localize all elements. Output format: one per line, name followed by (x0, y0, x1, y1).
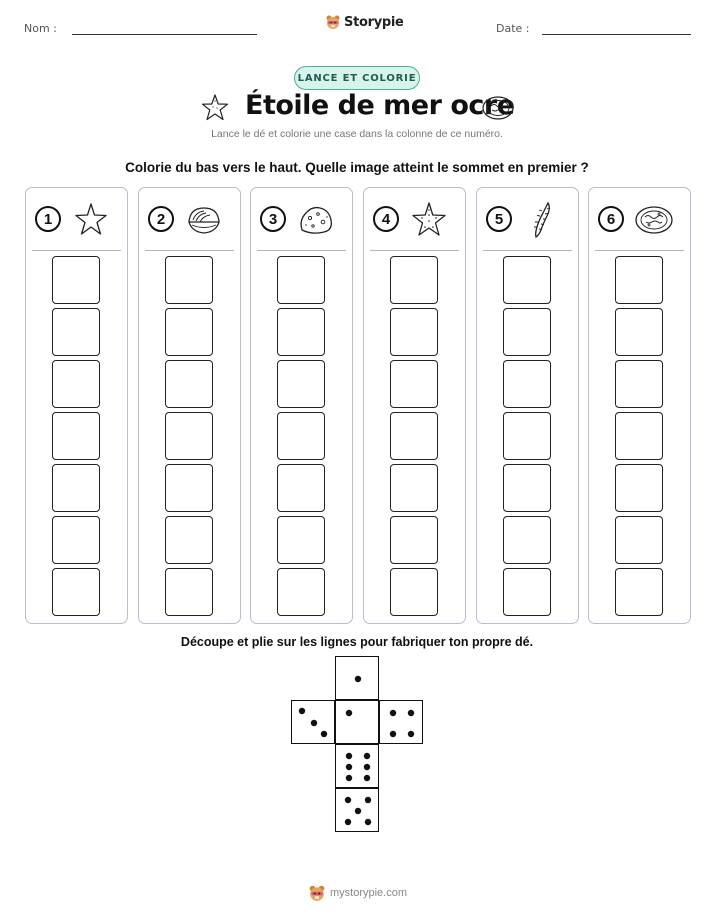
clam-shell-icon (184, 200, 224, 240)
color-cell[interactable] (277, 412, 325, 460)
color-cell[interactable] (165, 412, 213, 460)
page-title: Étoile de mer ocre (245, 90, 515, 121)
column-3 (250, 187, 353, 624)
brand-name: Storypie (344, 14, 404, 30)
color-cell[interactable] (277, 360, 325, 408)
column-number: 2 (148, 206, 174, 232)
die-face-4 (379, 700, 423, 744)
die-face-3 (291, 700, 335, 744)
color-cell[interactable] (277, 464, 325, 512)
column-1 (25, 187, 128, 624)
color-cell[interactable] (615, 256, 663, 304)
rock-icon (296, 200, 336, 240)
color-cell[interactable] (52, 360, 100, 408)
title-row (0, 90, 714, 128)
color-cell[interactable] (615, 516, 663, 564)
color-cell[interactable] (615, 412, 663, 460)
color-cell[interactable] (165, 308, 213, 356)
color-cell[interactable] (390, 568, 438, 616)
name-line (72, 34, 257, 35)
starfish-outline-icon (200, 93, 230, 123)
column-header (139, 188, 240, 250)
color-cell[interactable] (165, 464, 213, 512)
color-cell[interactable] (390, 412, 438, 460)
color-cell[interactable] (165, 568, 213, 616)
column-number: 1 (35, 206, 61, 232)
color-cell[interactable] (390, 360, 438, 408)
column-6 (588, 187, 691, 624)
color-cell[interactable] (277, 256, 325, 304)
column-number: 3 (260, 206, 286, 232)
color-cell[interactable] (52, 568, 100, 616)
activity-badge: LANCE ET COLORIE (294, 66, 420, 90)
starfish-detailed-icon (409, 200, 449, 240)
color-cell[interactable] (52, 412, 100, 460)
column-header (251, 188, 352, 250)
color-cell[interactable] (277, 308, 325, 356)
color-cell[interactable] (503, 464, 551, 512)
page-subtitle: Lance le dé et colorie une case dans la colonne de ce numéro. (211, 128, 503, 140)
column-divider (145, 250, 234, 251)
color-cell[interactable] (52, 516, 100, 564)
die-face-1 (335, 656, 379, 700)
color-cell[interactable] (165, 256, 213, 304)
brand (325, 14, 404, 30)
color-cell[interactable] (503, 256, 551, 304)
name-label: Nom : (24, 22, 57, 35)
color-cell[interactable] (390, 516, 438, 564)
color-cell[interactable] (503, 516, 551, 564)
color-cell[interactable] (503, 412, 551, 460)
color-cell[interactable] (165, 516, 213, 564)
column-number: 6 (598, 206, 624, 232)
color-cell[interactable] (52, 256, 100, 304)
date-label: Date : (496, 22, 530, 35)
column-header (589, 188, 690, 250)
bear-logo-icon (308, 884, 326, 902)
color-cell[interactable] (615, 464, 663, 512)
column-divider (483, 250, 572, 251)
column-4 (363, 187, 466, 624)
worksheet-header (0, 14, 714, 44)
page-footer (0, 884, 714, 906)
color-cell[interactable] (52, 308, 100, 356)
column-header (26, 188, 127, 250)
column-header (477, 188, 578, 250)
column-number: 5 (486, 206, 512, 232)
column-divider (595, 250, 684, 251)
color-cell[interactable] (615, 308, 663, 356)
cut-instruction: Découpe et plie sur les lignes pour fabriquer ton propre dé. (180, 635, 534, 649)
color-cell[interactable] (390, 308, 438, 356)
color-cell[interactable] (503, 308, 551, 356)
color-cell[interactable] (277, 568, 325, 616)
footer-brand (308, 884, 407, 902)
column-divider (370, 250, 459, 251)
color-cell[interactable] (615, 360, 663, 408)
column-divider (32, 250, 121, 251)
coral-stone-icon (634, 200, 674, 240)
coral-stone-outline-icon (481, 94, 515, 122)
color-cell[interactable] (390, 464, 438, 512)
coloring-instruction: Colorie du bas vers le haut. Quelle image atteint le sommet en premier ? (125, 160, 589, 175)
starfish-icon (71, 200, 111, 240)
color-cell[interactable] (165, 360, 213, 408)
column-number: 4 (373, 206, 399, 232)
column-5 (476, 187, 579, 624)
footer-url[interactable]: mystorypie.com (330, 887, 408, 899)
die-face-6 (335, 744, 379, 788)
die-face-5 (335, 788, 379, 832)
bear-logo-icon (325, 14, 341, 30)
color-cell[interactable] (503, 568, 551, 616)
date-line (542, 34, 691, 35)
color-cell[interactable] (390, 256, 438, 304)
color-cell[interactable] (503, 360, 551, 408)
column-2 (138, 187, 241, 624)
color-cell[interactable] (52, 464, 100, 512)
column-divider (257, 250, 346, 251)
column-header (364, 188, 465, 250)
seaweed-icon (522, 200, 562, 240)
color-cell[interactable] (615, 568, 663, 616)
color-cell[interactable] (277, 516, 325, 564)
die-face-center (335, 700, 379, 744)
